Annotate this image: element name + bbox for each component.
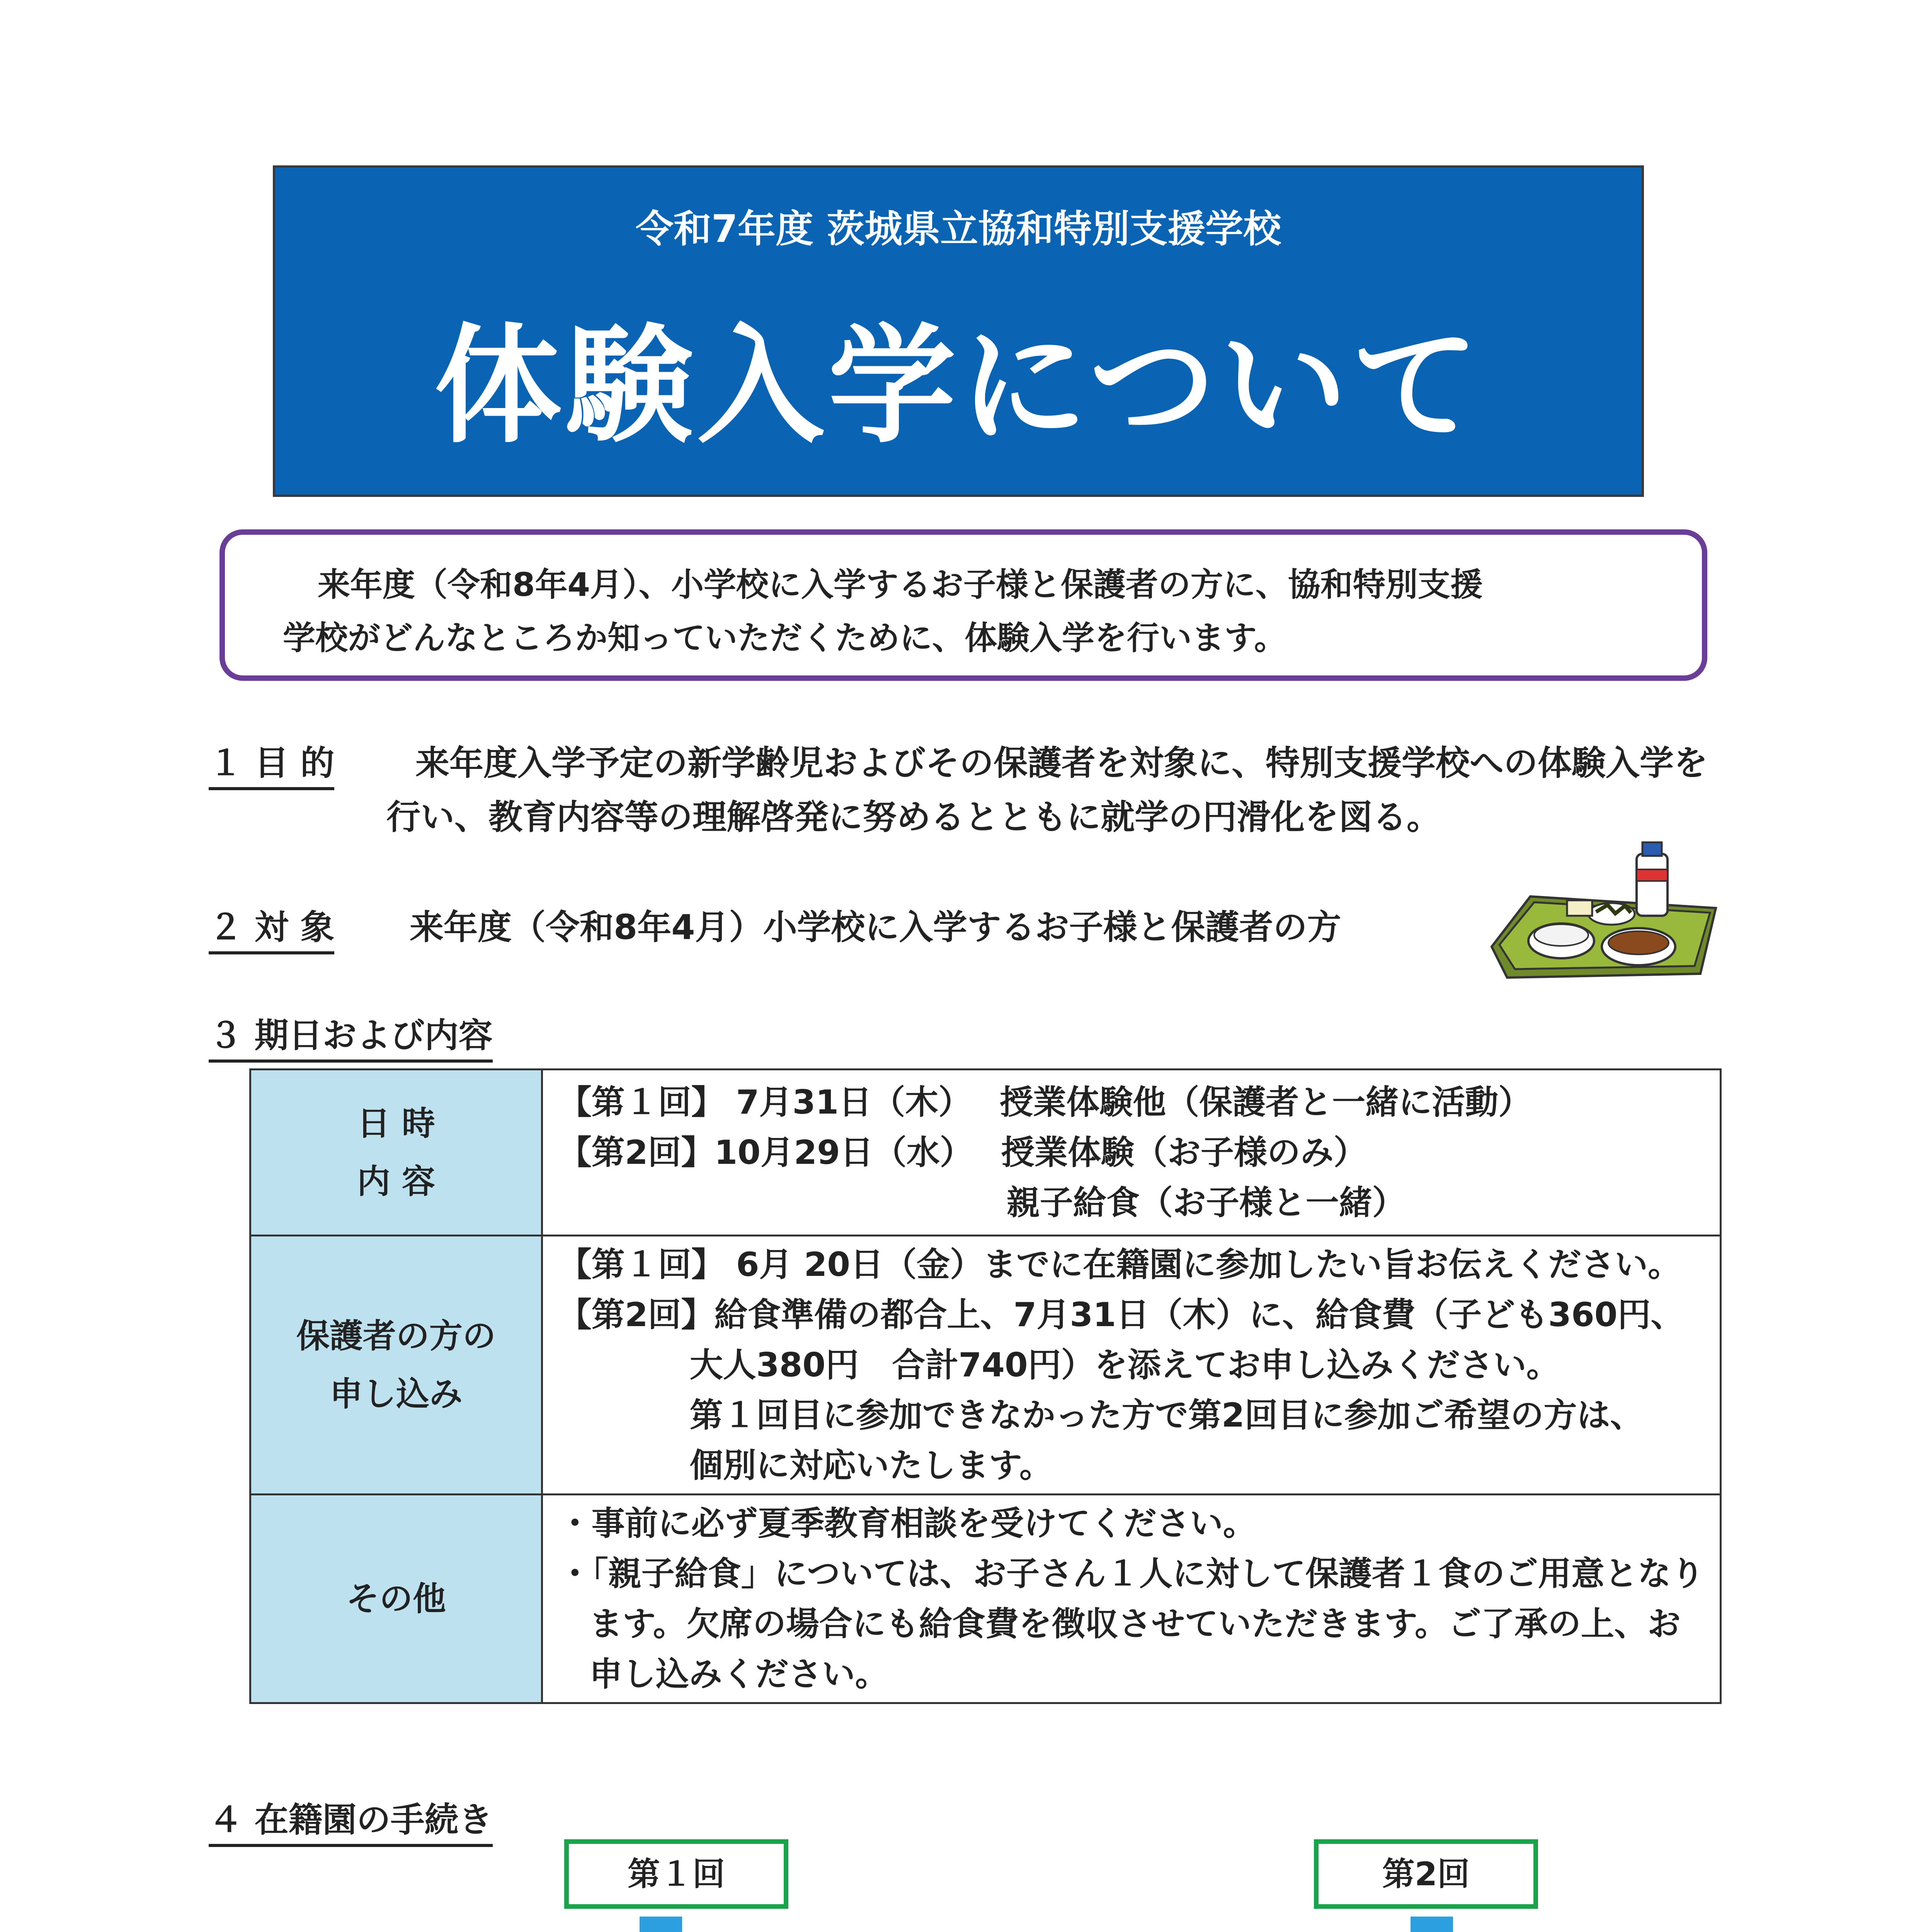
title-banner [273,165,1644,497]
target-text: 来年度（令和8年4月）小学校に入学するお子様と保護者の方 [410,907,1341,947]
application-line-4: 第１回目に参加できなかった方で第2回目に参加ご希望の方は、 [689,1396,1644,1435]
section-target [209,900,334,954]
other-line-3: ます。欠席の場合にも給食費を徴収させていただきます。ご了承の上、お [589,1604,1681,1643]
row-label-datetime [250,1070,542,1236]
label-line: 保護者の方の [296,1316,496,1355]
page-title: 体験入学について [434,312,1483,460]
table-row [250,1236,1721,1495]
row-label-application [250,1236,542,1495]
table-row [250,1495,1721,1703]
round2-label: 第2回 [1314,1839,1538,1909]
row-label-other: その他 [250,1495,542,1703]
section-target-heading: ２ 対 象 [209,900,334,954]
section-procedure [209,1793,493,1847]
purpose-line-1: 来年度入学予定の新学齢児およびその保護者を対象に、特別支援学校への体験入学を [415,743,1708,783]
round1-label: 第１回 [564,1839,788,1909]
table-row [250,1070,1721,1236]
label-line: 申し込み [329,1374,463,1413]
row-value-application [542,1236,1720,1495]
label-line: 日 時 [357,1104,435,1143]
application-line-1: 【第１回】 6月 20日（金）までに在籍園に参加したい旨お伝えください。 [558,1245,1681,1284]
flow-connector-left [640,1917,682,1932]
other-line-1: ・事前に必ず夏季教育相談を受けてください。 [558,1504,1256,1543]
other-line-2: ・「親子給食」については、お子さん１人に対して保護者１食のご用意となり [558,1554,1704,1593]
section-schedule-heading: ３ 期日および内容 [209,1009,493,1063]
school-lunch-tray-icon [1484,831,1724,993]
label-line: 内 容 [357,1162,435,1201]
section-purpose [209,736,334,790]
row-value-datetime [542,1070,1720,1236]
other-line-4: 申し込みください。 [589,1655,888,1694]
schedule-line-2: 【第2回】10月29日（水） 授業体験（お子様のみ） [558,1133,1367,1172]
schedule-line-3: 親子給食（お子様と一緒） [1006,1183,1406,1222]
banner-subtitle: 令和7年度 茨城県立協和特別支援学校 [635,207,1281,251]
application-line-3: 大人380円 合計740円）を添えてお申し込みください。 [689,1345,1560,1384]
row-value-other [542,1495,1720,1703]
schedule-line-1: 【第１回】 7月31日（木） 授業体験他（保護者と一緒に活動） [558,1083,1532,1122]
purpose-line-2: 行い、教育内容等の理解啓発に努めるとともに就学の円滑化を図る。 [386,797,1441,837]
application-line-2: 【第2回】給食準備の都合上、7月31日（木）に、給食費（子ども360円、 [558,1295,1684,1334]
section-schedule [209,1009,493,1063]
application-line-5: 個別に対応いたします。 [689,1446,1053,1485]
intro-box [220,529,1707,681]
section-procedure-heading: ４ 在籍園の手続き [209,1793,493,1847]
section-purpose-heading: １ 目 的 [209,736,334,790]
intro-line-1: 来年度（令和8年4月）、小学校に入学するお子様と保護者の方に、協和特別支援 [318,566,1483,604]
intro-line-2: 学校がどんなところか知っていただくために、体験入学を行います。 [283,619,1287,657]
schedule-table [249,1068,1722,1704]
flow-connector-right [1411,1917,1453,1932]
